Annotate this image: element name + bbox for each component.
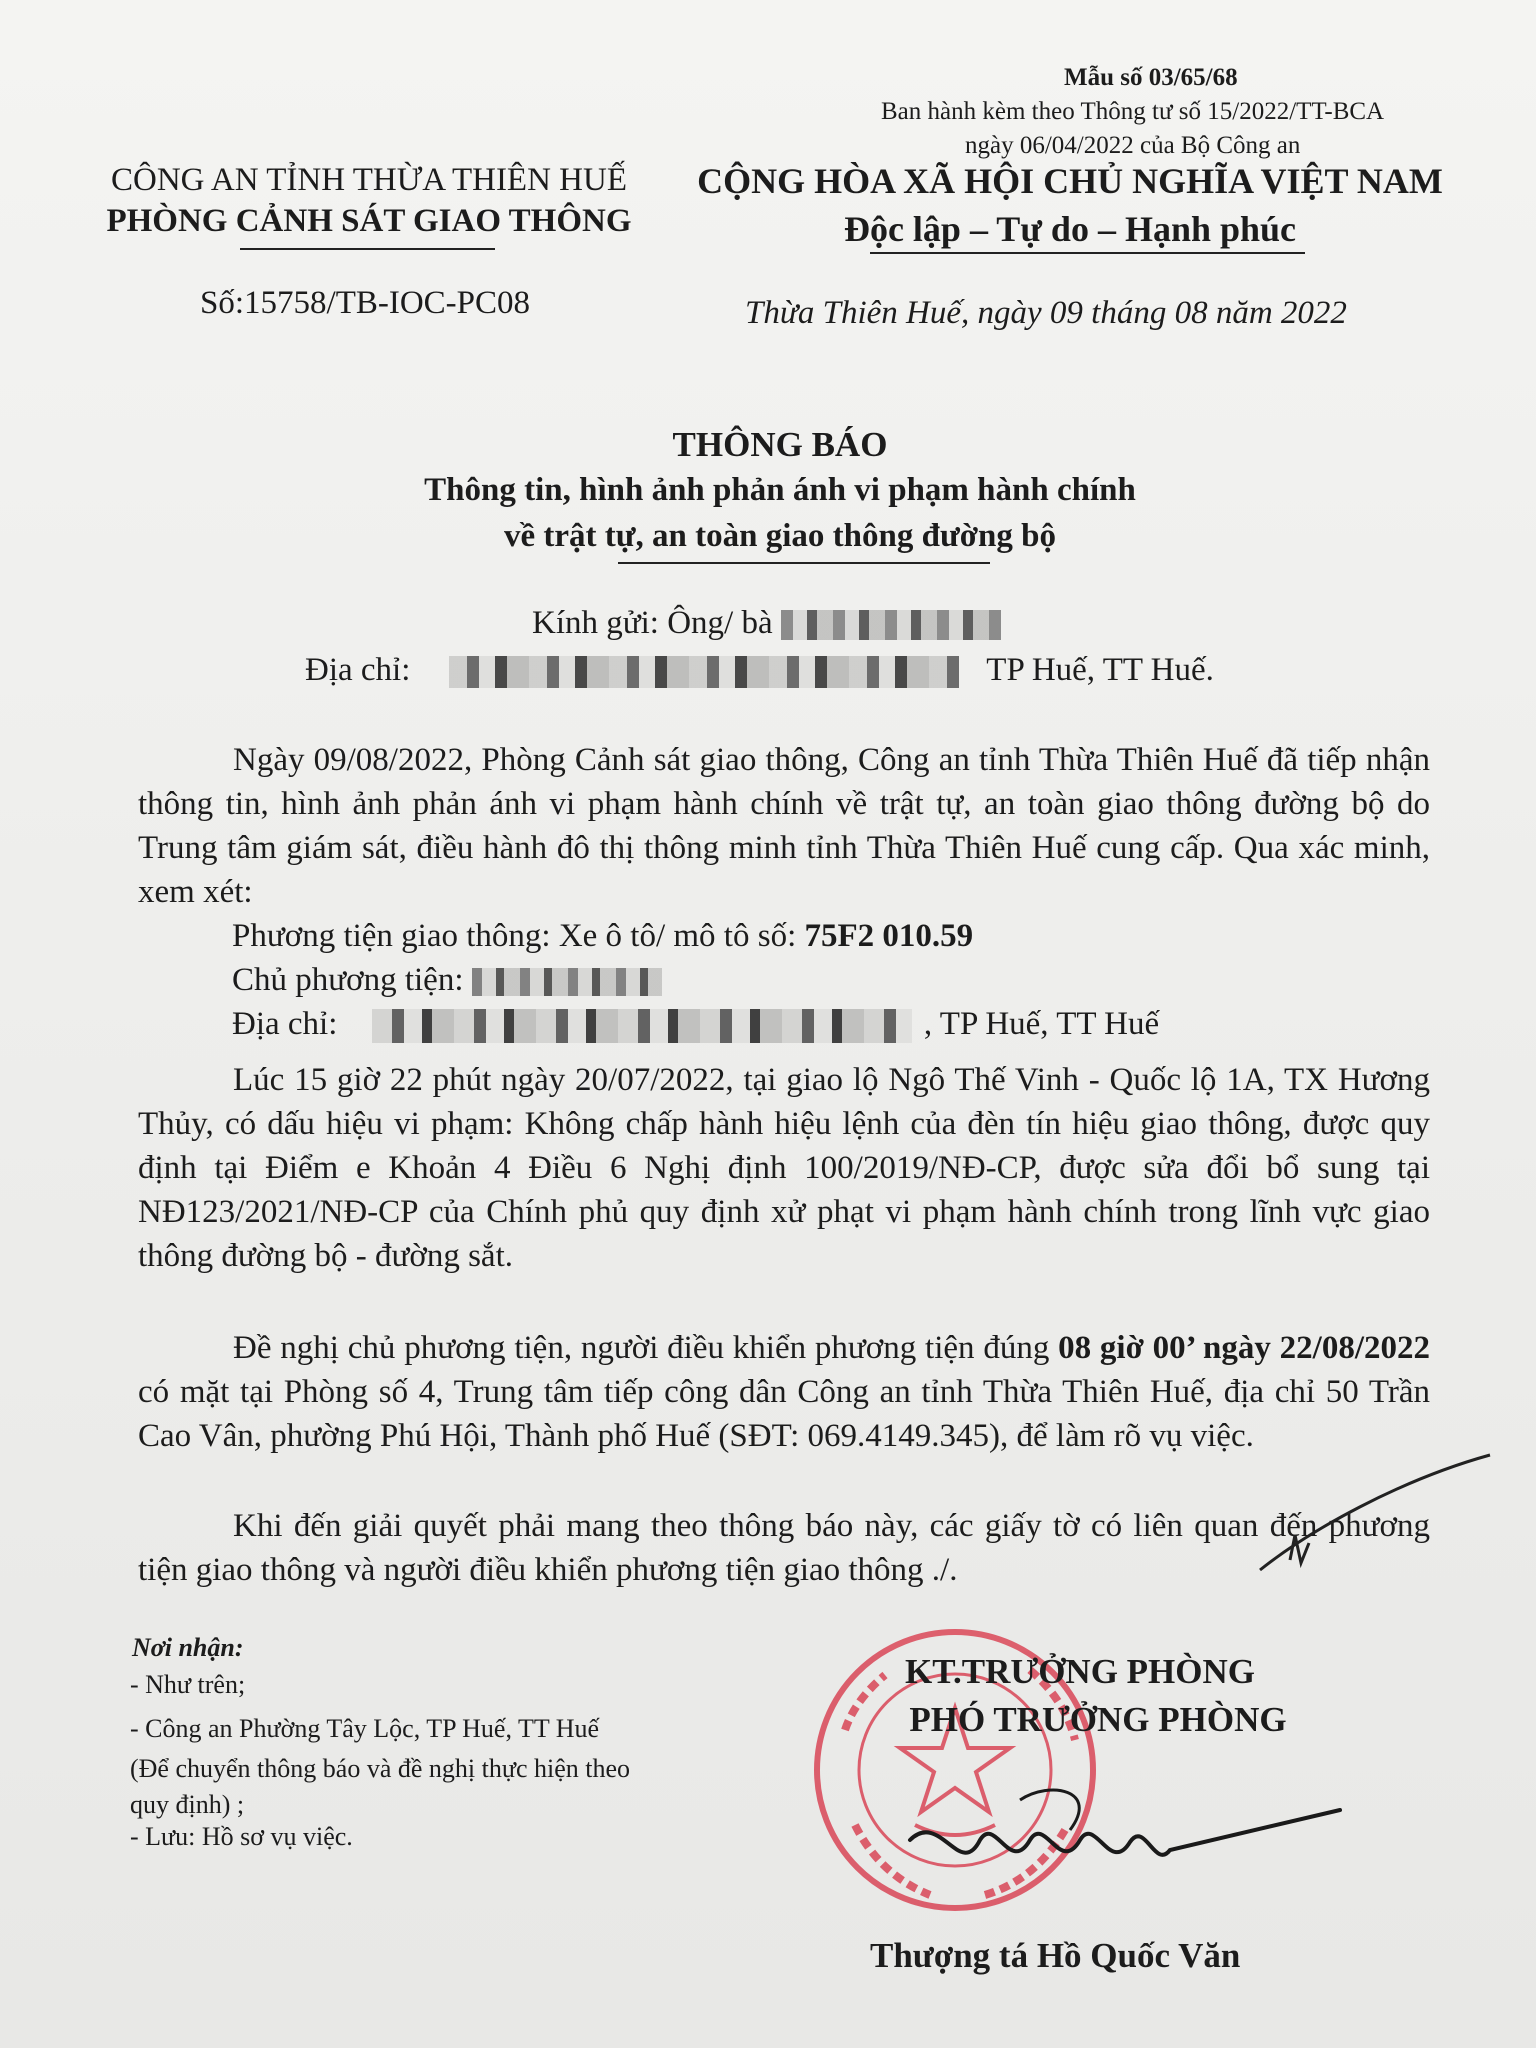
vehicle-line [232,918,973,955]
header-underline-left [240,248,495,250]
recipients-item-3: (Để chuyển thông báo và đề nghị thực hiện theo [130,1754,631,1783]
signature-title-2: PHÓ TRƯỞNG PHÒNG [909,1700,1287,1739]
signature-title-1: KT.TRƯỞNG PHÒNG [905,1652,1255,1691]
paragraph-violation [138,1058,1430,1278]
paragraph-intro [138,738,1430,914]
recipient-address-label: Địa chỉ: [305,652,411,688]
redacted-address [449,656,959,688]
owner-address-city: , TP Huế, TT Huế [923,1006,1160,1042]
title-underline [618,562,990,564]
handwritten-signature [900,1770,1360,1900]
form-number: Mẫu số 03/65/68 [1064,64,1238,91]
nation-motto: Độc lập – Tự do – Hạnh phúc [843,209,1297,249]
vehicle-plate: 75F2 010.59 [804,918,974,954]
document-subtitle-2: về trật tự, an toàn giao thông đường bộ [503,518,1056,554]
document-subtitle-1: Thông tin, hình ảnh phản ánh vi phạm hành chính [424,472,1136,508]
place-date: Thừa Thiên Huế, ngày 09 tháng 08 năm 2022 [745,295,1347,331]
recipients-heading: Nơi nhận: [132,1633,244,1662]
paragraph-closing [138,1504,1430,1592]
nation-title: CỘNG HÒA XÃ HỘI CHỦ NGHĨA VIỆT NAM [697,161,1443,201]
owner-label: Chủ phương tiện: [232,962,464,998]
paragraph-intro-text: Ngày 09/08/2022, Phòng Cảnh sát giao thông, Công an tỉnh Thừa Thiên Huế đã tiếp nhận thông tin, hình ảnh phản ánh vi phạm hành chính về trật tự, an toàn giao thông đường bộ do Trung tâm giám sát, điều hành đô thị thông minh tỉnh Thừa Thiên Huế cung cấp. Qua xác minh, xem xét: [138,742,1430,910]
pen-mark [1250,1450,1500,1580]
form-issued-with: Ban hành kèm theo Thông tư số 15/2022/TT-BCA [881,98,1385,125]
vehicle-label: Phương tiện giao thông: Xe ô tô/ mô tô số: [232,918,805,954]
owner-address-label: Địa chỉ: [232,1006,338,1042]
summon-text-b: có mặt tại Phòng số 4, Trung tâm tiếp công dân Công an tỉnh Thừa Thiên Huế, địa chỉ 50 Trần Cao Vân, phường Phú Hội, Thành phố Huế (SĐT: 069.4149.345), để làm rõ vụ việc. [138,1374,1430,1454]
issuing-agency: CÔNG AN TỈNH THỪA THIÊN HUẾ [110,162,627,198]
recipient-line [532,605,1001,642]
form-issued-date: ngày 06/04/2022 của Bộ Công an [965,132,1301,159]
redacted-name [781,610,1001,640]
signer-name: Thượng tá Hồ Quốc Văn [870,1936,1241,1975]
recipients-item-4: quy định) ; [130,1790,245,1819]
redacted-owner [472,968,662,996]
paragraph-violation-text: Lúc 15 giờ 22 phút ngày 20/07/2022, tại giao lộ Ngô Thế Vinh - Quốc lộ 1A, TX Hương Thủy, có dấu hiệu vi phạm: Không chấp hành hiệu lệnh của đèn tín hiệu giao thông, được quy định tại Điểm e Khoản 4 Điều 6 Nghị định 100/2019/NĐ-CP, được sửa đổi bổ sung tại NĐ123/2021/NĐ-CP của Chính phủ quy định xử phạt vi phạm hành chính trong lĩnh vực giao thông đường bộ - đường sắt. [138,1062,1430,1274]
issuing-department: PHÒNG CẢNH SÁT GIAO THÔNG [106,203,632,239]
summon-text-a: Đề nghị chủ phương tiện, người điều khiển phương tiện đúng [233,1330,1059,1366]
document-number: Số:15758/TB-IOC-PC08 [200,285,531,321]
paragraph-summon [138,1326,1430,1458]
owner-line [232,962,662,999]
header-underline-right [870,252,1305,254]
owner-address-line [232,1006,1159,1043]
recipient-address-line [305,652,1214,689]
paragraph-closing-text: Khi đến giải quyết phải mang theo thông báo này, các giấy tờ có liên quan đến phương tiện giao thông và người điều khiển phương tiện giao thông ./. [138,1508,1430,1588]
recipient-address-city: TP Huế, TT Huế. [986,652,1214,688]
recipient-label: Kính gửi: Ông/ bà [532,605,773,641]
recipients-item-1: - Như trên; [130,1670,246,1699]
summon-time: 08 giờ 00’ ngày 22/08/2022 [1058,1330,1430,1366]
redacted-owner-address [372,1009,912,1043]
document-title: THÔNG BÁO [672,425,888,464]
recipients-item-2: - Công an Phường Tây Lộc, TP Huế, TT Huế [130,1714,600,1743]
recipients-item-5: - Lưu: Hồ sơ vụ việc. [130,1822,353,1851]
